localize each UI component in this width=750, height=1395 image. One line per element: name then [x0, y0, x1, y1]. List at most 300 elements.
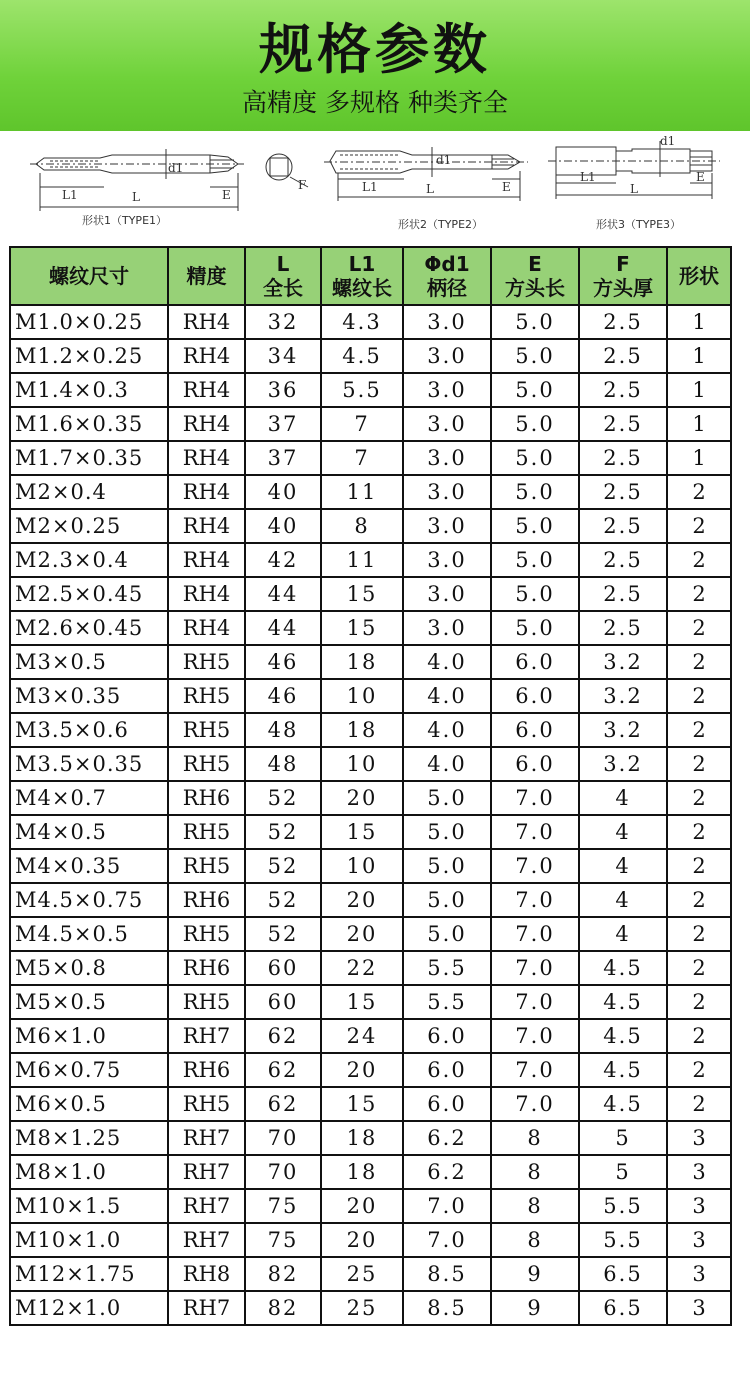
- cell-thread-size: M10×1.5: [10, 1189, 168, 1223]
- cell-square-length: 9: [491, 1291, 579, 1325]
- cell-shape: 3: [667, 1155, 731, 1189]
- cell-total-length: 44: [245, 577, 321, 611]
- cell-total-length: 75: [245, 1189, 321, 1223]
- cell-shape: 2: [667, 1053, 731, 1087]
- col-header-total-length: L 全长: [245, 247, 321, 305]
- cell-precision: RH6: [168, 1053, 245, 1087]
- cell-square-thickness: 4: [579, 781, 667, 815]
- cell-thread-size: M2.5×0.45: [10, 577, 168, 611]
- table-row: [10, 985, 731, 1019]
- cell-square-thickness: 2.5: [579, 407, 667, 441]
- cell-square-thickness: 4.5: [579, 985, 667, 1019]
- table-row: [10, 1053, 731, 1087]
- cell-square-thickness: 4: [579, 917, 667, 951]
- cell-thread-length: 18: [321, 1121, 403, 1155]
- cell-square-length: 7.0: [491, 1019, 579, 1053]
- cell-square-length: 7.0: [491, 985, 579, 1019]
- cell-total-length: 52: [245, 883, 321, 917]
- cell-square-thickness: 4.5: [579, 1019, 667, 1053]
- cell-thread-length: 20: [321, 917, 403, 951]
- cell-thread-size: M12×1.0: [10, 1291, 168, 1325]
- cell-thread-size: M3.5×0.35: [10, 747, 168, 781]
- cell-total-length: 60: [245, 951, 321, 985]
- type1-L1-label: L1: [62, 188, 78, 202]
- cell-thread-size: M6×0.75: [10, 1053, 168, 1087]
- type2-L1-label: L1: [362, 180, 378, 194]
- cell-thread-length: 10: [321, 849, 403, 883]
- table-row: [10, 883, 731, 917]
- cell-square-thickness: 4.5: [579, 1053, 667, 1087]
- cell-precision: RH4: [168, 475, 245, 509]
- cell-precision: RH5: [168, 815, 245, 849]
- type3-d1-label: d1: [660, 134, 676, 148]
- cell-shank-diameter: 8.5: [403, 1257, 491, 1291]
- table-row: [10, 611, 731, 645]
- cell-square-length: 7.0: [491, 1053, 579, 1087]
- cell-shank-diameter: 3.0: [403, 407, 491, 441]
- cell-total-length: 46: [245, 679, 321, 713]
- cell-thread-size: M5×0.8: [10, 951, 168, 985]
- cell-precision: RH4: [168, 373, 245, 407]
- cell-thread-size: M2.3×0.4: [10, 543, 168, 577]
- cell-thread-length: 20: [321, 781, 403, 815]
- table-row: [10, 577, 731, 611]
- cell-thread-length: 24: [321, 1019, 403, 1053]
- type2-caption: 形状2（TYPE2）: [398, 218, 484, 231]
- cell-square-length: 8: [491, 1189, 579, 1223]
- spec-table: [9, 246, 732, 1326]
- cell-shank-diameter: 6.0: [403, 1019, 491, 1053]
- type1-F-label: F: [298, 178, 307, 192]
- cell-total-length: 70: [245, 1155, 321, 1189]
- cell-square-thickness: 3.2: [579, 645, 667, 679]
- cell-total-length: 34: [245, 339, 321, 373]
- cell-square-thickness: 2.5: [579, 305, 667, 339]
- cell-precision: RH6: [168, 781, 245, 815]
- cell-square-length: 5.0: [491, 441, 579, 475]
- type1-L-label: L: [132, 190, 140, 204]
- table-row: [10, 1155, 731, 1189]
- cell-total-length: 42: [245, 543, 321, 577]
- cell-thread-size: M12×1.75: [10, 1257, 168, 1291]
- cell-shank-diameter: 5.0: [403, 815, 491, 849]
- cell-shape: 2: [667, 679, 731, 713]
- cell-shank-diameter: 3.0: [403, 577, 491, 611]
- type2-L-label: L: [426, 182, 434, 196]
- table-row: [10, 917, 731, 951]
- cell-total-length: 36: [245, 373, 321, 407]
- col-header-shape: 形状: [667, 247, 731, 305]
- table-row: [10, 407, 731, 441]
- cell-square-thickness: 2.5: [579, 373, 667, 407]
- table-row: [10, 1019, 731, 1053]
- cell-square-thickness: 4.5: [579, 1087, 667, 1121]
- cell-shape: 2: [667, 849, 731, 883]
- type3-caption: 形状3（TYPE3）: [596, 218, 682, 231]
- cell-square-length: 7.0: [491, 815, 579, 849]
- cell-square-thickness: 5: [579, 1121, 667, 1155]
- cell-thread-size: M3×0.35: [10, 679, 168, 713]
- cell-thread-length: 18: [321, 1155, 403, 1189]
- cell-square-thickness: 2.5: [579, 509, 667, 543]
- cell-thread-length: 15: [321, 985, 403, 1019]
- table-row: [10, 1257, 731, 1291]
- cell-square-length: 5.0: [491, 543, 579, 577]
- cell-shank-diameter: 5.0: [403, 849, 491, 883]
- cell-precision: RH4: [168, 305, 245, 339]
- tap-type-diagrams: [0, 131, 750, 243]
- cell-square-length: 8: [491, 1223, 579, 1257]
- table-row: [10, 679, 731, 713]
- cell-shape: 1: [667, 373, 731, 407]
- cell-thread-size: M4×0.5: [10, 815, 168, 849]
- cell-total-length: 37: [245, 441, 321, 475]
- cell-thread-size: M4×0.7: [10, 781, 168, 815]
- cell-thread-length: 15: [321, 1087, 403, 1121]
- cell-thread-size: M3.5×0.6: [10, 713, 168, 747]
- cell-square-length: 7.0: [491, 849, 579, 883]
- cell-thread-length: 10: [321, 747, 403, 781]
- cell-shape: 3: [667, 1121, 731, 1155]
- cell-square-length: 5.0: [491, 339, 579, 373]
- cell-thread-length: 18: [321, 645, 403, 679]
- page-title: 规格参数: [259, 18, 491, 81]
- type3-diagram: [548, 134, 720, 231]
- cell-shank-diameter: 3.0: [403, 305, 491, 339]
- cell-square-length: 6.0: [491, 747, 579, 781]
- cell-total-length: 75: [245, 1223, 321, 1257]
- cell-thread-length: 20: [321, 1189, 403, 1223]
- cell-thread-length: 5.5: [321, 373, 403, 407]
- cell-square-length: 8: [491, 1121, 579, 1155]
- cell-thread-size: M6×0.5: [10, 1087, 168, 1121]
- cell-square-thickness: 2.5: [579, 543, 667, 577]
- cell-precision: RH4: [168, 441, 245, 475]
- cell-shank-diameter: 3.0: [403, 475, 491, 509]
- table-row: [10, 543, 731, 577]
- table-row: [10, 305, 731, 339]
- table-row: [10, 849, 731, 883]
- cell-precision: RH5: [168, 645, 245, 679]
- cell-precision: RH7: [168, 1291, 245, 1325]
- cell-thread-length: 15: [321, 815, 403, 849]
- cell-square-thickness: 5.5: [579, 1189, 667, 1223]
- cell-thread-size: M2×0.4: [10, 475, 168, 509]
- cell-shank-diameter: 5.0: [403, 917, 491, 951]
- type3-L1-label: L1: [580, 170, 596, 184]
- cell-precision: RH7: [168, 1189, 245, 1223]
- cell-shape: 2: [667, 645, 731, 679]
- cell-precision: RH5: [168, 849, 245, 883]
- cell-thread-length: 15: [321, 611, 403, 645]
- cell-square-thickness: 4: [579, 849, 667, 883]
- cell-thread-length: 25: [321, 1257, 403, 1291]
- cell-square-thickness: 2.5: [579, 577, 667, 611]
- cell-thread-size: M4×0.35: [10, 849, 168, 883]
- cell-thread-size: M4.5×0.5: [10, 917, 168, 951]
- table-row: [10, 339, 731, 373]
- cell-thread-size: M8×1.25: [10, 1121, 168, 1155]
- cell-shape: 2: [667, 985, 731, 1019]
- cell-shank-diameter: 8.5: [403, 1291, 491, 1325]
- table-row: [10, 373, 731, 407]
- cell-shank-diameter: 4.0: [403, 747, 491, 781]
- cell-thread-size: M4.5×0.75: [10, 883, 168, 917]
- cell-square-length: 5.0: [491, 475, 579, 509]
- cell-shape: 1: [667, 305, 731, 339]
- cell-shank-diameter: 6.2: [403, 1155, 491, 1189]
- cell-precision: RH4: [168, 339, 245, 373]
- type3-L-label: L: [630, 182, 638, 196]
- cell-shape: 2: [667, 611, 731, 645]
- type1-caption: 形状1（TYPE1）: [82, 214, 168, 227]
- cell-total-length: 40: [245, 509, 321, 543]
- cell-square-thickness: 2.5: [579, 441, 667, 475]
- cell-square-length: 5.0: [491, 305, 579, 339]
- cell-shank-diameter: 3.0: [403, 611, 491, 645]
- table-row: [10, 713, 731, 747]
- cell-shank-diameter: 3.0: [403, 441, 491, 475]
- cell-shank-diameter: 3.0: [403, 509, 491, 543]
- cell-shank-diameter: 5.5: [403, 951, 491, 985]
- cell-total-length: 62: [245, 1053, 321, 1087]
- cell-thread-size: M8×1.0: [10, 1155, 168, 1189]
- cell-total-length: 82: [245, 1257, 321, 1291]
- cell-precision: RH7: [168, 1223, 245, 1257]
- cell-shank-diameter: 5.0: [403, 781, 491, 815]
- type1-E-label: E: [222, 188, 231, 202]
- cell-shape: 2: [667, 577, 731, 611]
- cell-shape: 2: [667, 1087, 731, 1121]
- cell-total-length: 46: [245, 645, 321, 679]
- cell-precision: RH8: [168, 1257, 245, 1291]
- table-row: [10, 781, 731, 815]
- cell-square-length: 5.0: [491, 509, 579, 543]
- col-header-square-length: E 方头长: [491, 247, 579, 305]
- cell-total-length: 52: [245, 849, 321, 883]
- cell-shape: 2: [667, 951, 731, 985]
- cell-square-thickness: 4.5: [579, 951, 667, 985]
- cell-thread-length: 11: [321, 543, 403, 577]
- cell-shank-diameter: 3.0: [403, 339, 491, 373]
- table-row: [10, 747, 731, 781]
- cell-shank-diameter: 7.0: [403, 1223, 491, 1257]
- cell-thread-length: 4.3: [321, 305, 403, 339]
- table-row: [10, 1291, 731, 1325]
- cell-square-thickness: 3.2: [579, 713, 667, 747]
- cell-thread-length: 22: [321, 951, 403, 985]
- cell-precision: RH4: [168, 577, 245, 611]
- cell-square-thickness: 5: [579, 1155, 667, 1189]
- cell-square-thickness: 4: [579, 883, 667, 917]
- cell-precision: RH5: [168, 917, 245, 951]
- cell-precision: RH5: [168, 679, 245, 713]
- cell-square-thickness: 3.2: [579, 747, 667, 781]
- cell-thread-length: 20: [321, 1223, 403, 1257]
- cell-square-length: 7.0: [491, 951, 579, 985]
- cell-square-length: 6.0: [491, 713, 579, 747]
- cell-shank-diameter: 4.0: [403, 645, 491, 679]
- cell-square-thickness: 6.5: [579, 1257, 667, 1291]
- cell-precision: RH5: [168, 1087, 245, 1121]
- cell-thread-size: M1.7×0.35: [10, 441, 168, 475]
- cell-shape: 2: [667, 713, 731, 747]
- cell-square-thickness: 4: [579, 815, 667, 849]
- col-header-square-thickness: F 方头厚: [579, 247, 667, 305]
- cell-square-length: 9: [491, 1257, 579, 1291]
- cell-precision: RH6: [168, 883, 245, 917]
- cell-shank-diameter: 5.0: [403, 883, 491, 917]
- cell-precision: RH7: [168, 1019, 245, 1053]
- cell-square-length: 5.0: [491, 577, 579, 611]
- type1-diagram: [30, 149, 308, 227]
- cell-total-length: 60: [245, 985, 321, 1019]
- type1-d1-label: d1: [168, 161, 184, 175]
- cell-total-length: 44: [245, 611, 321, 645]
- cell-total-length: 32: [245, 305, 321, 339]
- cell-thread-size: M10×1.0: [10, 1223, 168, 1257]
- cell-precision: RH5: [168, 985, 245, 1019]
- page-subtitle: 高精度 多规格 种类齐全: [242, 88, 508, 117]
- cell-total-length: 62: [245, 1019, 321, 1053]
- cell-square-thickness: 2.5: [579, 475, 667, 509]
- cell-total-length: 82: [245, 1291, 321, 1325]
- cell-thread-size: M2×0.25: [10, 509, 168, 543]
- col-header-thread-length: L1 螺纹长: [321, 247, 403, 305]
- cell-square-length: 8: [491, 1155, 579, 1189]
- cell-thread-size: M5×0.5: [10, 985, 168, 1019]
- cell-shape: 2: [667, 747, 731, 781]
- cell-square-length: 7.0: [491, 883, 579, 917]
- table-row: [10, 951, 731, 985]
- type2-d1-label: d1: [436, 153, 452, 167]
- table-row: [10, 1189, 731, 1223]
- cell-shank-diameter: 7.0: [403, 1189, 491, 1223]
- table-row: [10, 441, 731, 475]
- cell-thread-length: 8: [321, 509, 403, 543]
- cell-precision: RH4: [168, 543, 245, 577]
- table-row: [10, 1223, 731, 1257]
- cell-shape: 2: [667, 543, 731, 577]
- cell-square-length: 6.0: [491, 645, 579, 679]
- cell-precision: RH4: [168, 407, 245, 441]
- title-banner: [0, 0, 750, 131]
- table-header-row: [10, 247, 731, 305]
- cell-square-thickness: 5.5: [579, 1223, 667, 1257]
- cell-shank-diameter: 6.0: [403, 1053, 491, 1087]
- cell-shank-diameter: 4.0: [403, 679, 491, 713]
- cell-square-length: 7.0: [491, 917, 579, 951]
- cell-square-length: 7.0: [491, 781, 579, 815]
- cell-total-length: 48: [245, 713, 321, 747]
- type3-E-label: E: [696, 170, 705, 184]
- cell-precision: RH4: [168, 509, 245, 543]
- cell-shape: 3: [667, 1291, 731, 1325]
- col-header-thread-size: 螺纹尺寸: [10, 247, 168, 305]
- cell-shank-diameter: 6.0: [403, 1087, 491, 1121]
- cell-thread-size: M1.0×0.25: [10, 305, 168, 339]
- cell-thread-length: 20: [321, 883, 403, 917]
- cell-shank-diameter: 3.0: [403, 373, 491, 407]
- cell-total-length: 40: [245, 475, 321, 509]
- cell-shape: 2: [667, 883, 731, 917]
- cell-shape: 2: [667, 815, 731, 849]
- cell-total-length: 52: [245, 917, 321, 951]
- cell-square-length: 6.0: [491, 679, 579, 713]
- cell-square-thickness: 2.5: [579, 611, 667, 645]
- cell-thread-length: 25: [321, 1291, 403, 1325]
- cell-square-thickness: 6.5: [579, 1291, 667, 1325]
- cell-thread-size: M6×1.0: [10, 1019, 168, 1053]
- table-row: [10, 475, 731, 509]
- table-row: [10, 1121, 731, 1155]
- cell-thread-length: 7: [321, 441, 403, 475]
- cell-shape: 2: [667, 1019, 731, 1053]
- col-header-precision: 精度: [168, 247, 245, 305]
- cell-precision: RH6: [168, 951, 245, 985]
- cell-shape: 3: [667, 1257, 731, 1291]
- cell-total-length: 52: [245, 815, 321, 849]
- cell-total-length: 37: [245, 407, 321, 441]
- cell-shape: 2: [667, 781, 731, 815]
- cell-thread-size: M2.6×0.45: [10, 611, 168, 645]
- cell-shape: 2: [667, 917, 731, 951]
- cell-precision: RH5: [168, 713, 245, 747]
- cell-thread-size: M1.6×0.35: [10, 407, 168, 441]
- cell-square-length: 5.0: [491, 611, 579, 645]
- cell-shank-diameter: 4.0: [403, 713, 491, 747]
- cell-shape: 2: [667, 509, 731, 543]
- cell-thread-size: M3×0.5: [10, 645, 168, 679]
- cell-shank-diameter: 6.2: [403, 1121, 491, 1155]
- cell-thread-size: M1.4×0.3: [10, 373, 168, 407]
- cell-thread-size: M1.2×0.25: [10, 339, 168, 373]
- cell-shape: 1: [667, 407, 731, 441]
- cell-precision: RH5: [168, 747, 245, 781]
- type2-diagram: [324, 147, 528, 231]
- cell-shank-diameter: 5.5: [403, 985, 491, 1019]
- table-body: [10, 305, 731, 1325]
- cell-precision: RH7: [168, 1155, 245, 1189]
- cell-square-thickness: 3.2: [579, 679, 667, 713]
- cell-thread-length: 10: [321, 679, 403, 713]
- cell-precision: RH7: [168, 1121, 245, 1155]
- cell-thread-length: 18: [321, 713, 403, 747]
- col-header-shank-diameter: Φd1 柄径: [403, 247, 491, 305]
- cell-total-length: 62: [245, 1087, 321, 1121]
- cell-shape: 2: [667, 475, 731, 509]
- cell-shape: 1: [667, 339, 731, 373]
- cell-shape: 1: [667, 441, 731, 475]
- cell-precision: RH4: [168, 611, 245, 645]
- table-row: [10, 645, 731, 679]
- cell-square-length: 7.0: [491, 1087, 579, 1121]
- type2-E-label: E: [502, 180, 511, 194]
- cell-shape: 3: [667, 1189, 731, 1223]
- cell-thread-length: 4.5: [321, 339, 403, 373]
- cell-square-length: 5.0: [491, 407, 579, 441]
- cell-shank-diameter: 3.0: [403, 543, 491, 577]
- table-row: [10, 509, 731, 543]
- cell-total-length: 70: [245, 1121, 321, 1155]
- table-row: [10, 815, 731, 849]
- cell-shape: 3: [667, 1223, 731, 1257]
- table-row: [10, 1087, 731, 1121]
- cell-thread-length: 7: [321, 407, 403, 441]
- cell-thread-length: 15: [321, 577, 403, 611]
- cell-square-length: 5.0: [491, 373, 579, 407]
- cell-total-length: 48: [245, 747, 321, 781]
